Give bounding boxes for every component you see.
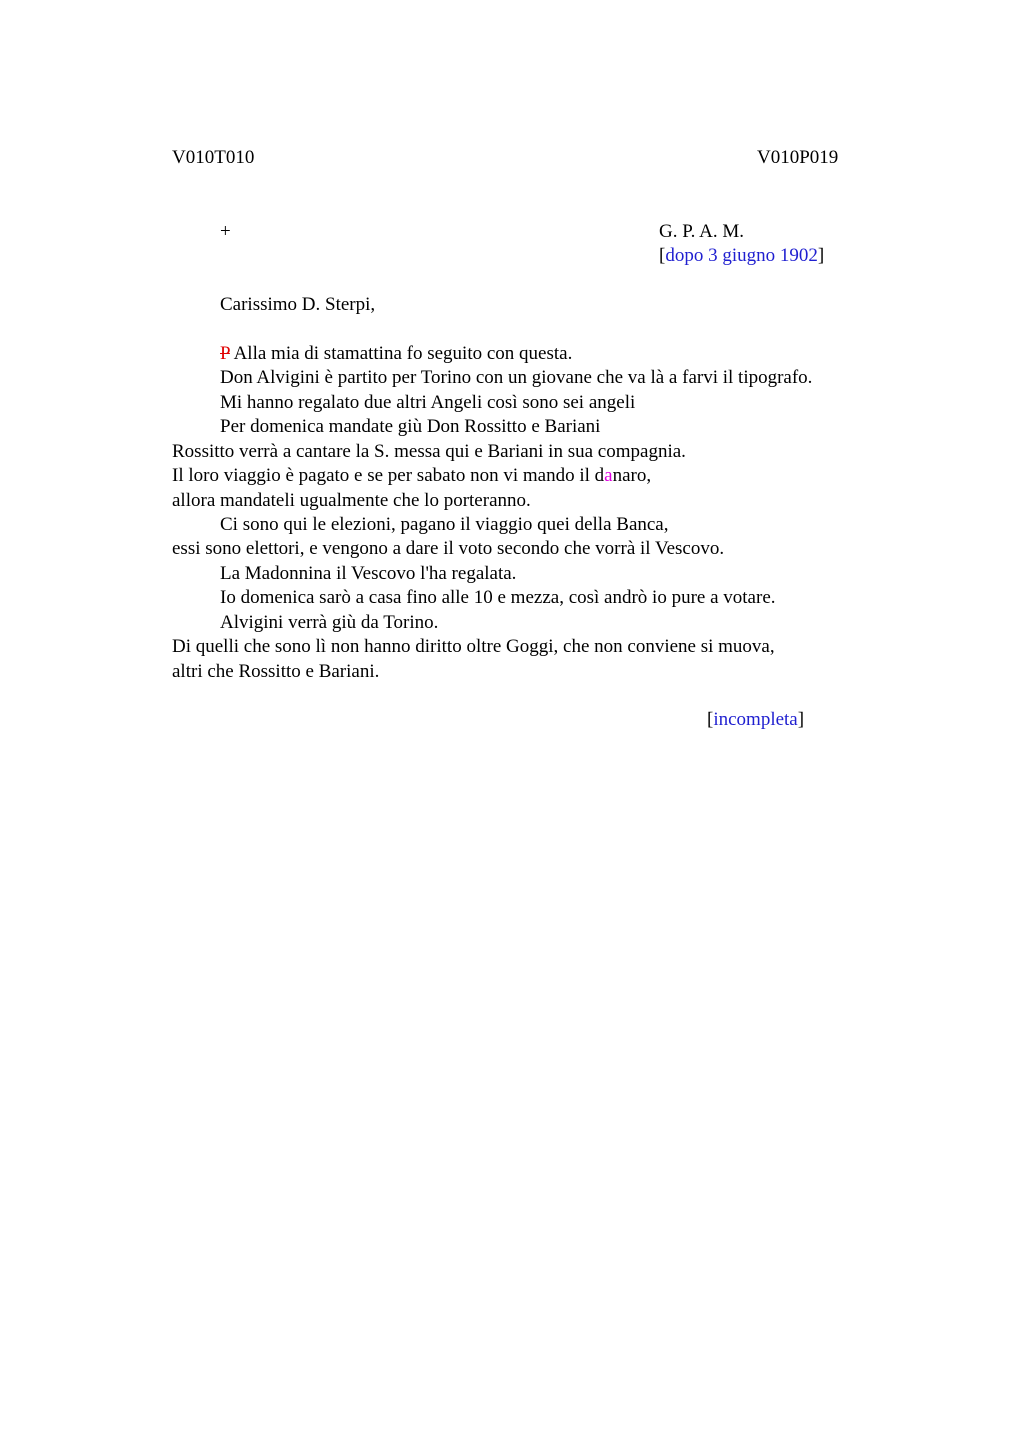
body-line-14: altri che Rossitto e Bariani. bbox=[172, 661, 380, 682]
body-text: naro, bbox=[612, 465, 652, 486]
body-line-9: essi sono elettori, e vengono a dare il voto secondo che vorrà il Vescovo. bbox=[172, 538, 725, 559]
document-code-left: V010T010 bbox=[172, 147, 255, 168]
date-bracket-open: [ bbox=[659, 245, 666, 266]
body-text: Alla mia di stamattina fo seguito con questa. bbox=[229, 343, 573, 364]
note-text: incompleta bbox=[713, 709, 798, 730]
body-line-7: allora mandateli ugualmente che lo porteranno. bbox=[172, 490, 531, 511]
body-line-4: Per domenica mandate giù Don Rossitto e Bariani bbox=[220, 416, 601, 437]
note-bracket-close: ] bbox=[797, 709, 805, 730]
letter-date bbox=[659, 244, 824, 268]
salutation: Carissimo D. Sterpi, bbox=[220, 294, 376, 315]
body-line-8: Ci sono qui le elezioni, pagano il viaggio quei della Banca, bbox=[220, 514, 669, 535]
body-line-2: Don Alvigini è partito per Torino con un giovane che va là a farvi il tipografo. bbox=[220, 367, 813, 388]
body-line-10: La Madonnina il Vescovo l'ha regalata. bbox=[220, 563, 517, 584]
corrected-letter: a bbox=[604, 465, 613, 486]
body-line-11: Io domenica sarò a casa fino alle 10 e mezza, così andrò io pure a votare. bbox=[220, 587, 776, 608]
body-text: Il loro viaggio è pagato e se per sabato non vi mando il d bbox=[172, 465, 605, 486]
body-line-3: Mi hanno regalato due altri Angeli così sono sei angeli bbox=[220, 392, 636, 413]
body-line-5: Rossitto verrà a cantare la S. messa qui e Bariani in sua compagnia. bbox=[172, 441, 686, 462]
body-line-6 bbox=[172, 464, 651, 488]
incomplete-note bbox=[707, 708, 804, 732]
body-line-1 bbox=[220, 342, 572, 366]
body-line-12: Alvigini verrà giù da Torino. bbox=[220, 612, 439, 633]
deleted-letter: P bbox=[220, 343, 230, 364]
date-bracket-close: ] bbox=[817, 245, 825, 266]
letter-initials: G. P. A. M. bbox=[659, 221, 744, 242]
date-text: dopo 3 giugno 1902 bbox=[665, 245, 818, 266]
cross-mark: + bbox=[220, 221, 231, 242]
body-line-13: Di quelli che sono lì non hanno diritto oltre Goggi, che non conviene si muova, bbox=[172, 636, 775, 657]
note-bracket-open: [ bbox=[707, 709, 714, 730]
document-code-right: V010P019 bbox=[757, 147, 839, 168]
